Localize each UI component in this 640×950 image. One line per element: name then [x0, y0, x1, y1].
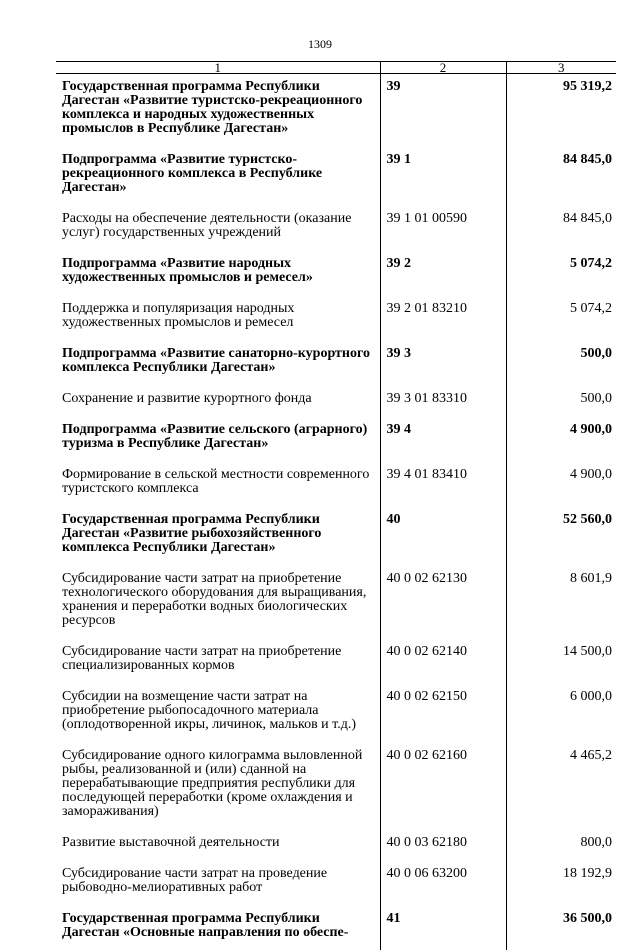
row-name: Подпрограмма «Развитие сельского (аграрного) туризма в Республике Дагестан»	[56, 417, 380, 462]
table-row	[56, 74, 616, 148]
row-code: 40 0 02 62140	[380, 639, 506, 684]
row-name: Субсидии на возмещение части затрат на приобретение рыбопосадочного материала (оплодотворенной икры, личинок, мальков и т.д.)	[56, 684, 380, 743]
row-code: 39 2 01 83210	[380, 296, 506, 341]
table-body	[56, 74, 616, 950]
table-row	[56, 861, 616, 906]
table-row	[56, 566, 616, 639]
row-code: 40 0 02 62160	[380, 743, 506, 830]
table-row	[56, 341, 616, 386]
table-header-row	[56, 62, 616, 74]
table-row	[56, 906, 616, 950]
row-code: 41	[380, 906, 506, 950]
row-code: 39	[380, 74, 506, 148]
table-row	[56, 386, 616, 417]
row-name: Подпрограмма «Развитие народных художественных промыслов и ремесел»	[56, 251, 380, 296]
column-header-name: 1	[56, 62, 380, 74]
row-amount: 14 500,0	[506, 639, 616, 684]
row-amount: 4 900,0	[506, 417, 616, 462]
row-name: Государственная программа Республики Дагестан «Основные направления по обеспе-	[56, 906, 380, 950]
row-amount: 52 560,0	[506, 507, 616, 566]
row-name: Субсидирование части затрат на проведение рыбоводно-мелиоративных работ	[56, 861, 380, 906]
row-amount: 500,0	[506, 386, 616, 417]
row-amount: 5 074,2	[506, 296, 616, 341]
row-name: Формирование в сельской местности современного туристского комплекса	[56, 462, 380, 507]
row-code: 39 4 01 83410	[380, 462, 506, 507]
row-name: Государственная программа Республики Дагестан «Развитие туристско-рекреационного комплекса и народных художественных промыслов в Республике Дагестан»	[56, 74, 380, 148]
row-amount: 84 845,0	[506, 147, 616, 206]
table-row	[56, 251, 616, 296]
column-header-amount: 3	[506, 62, 616, 74]
row-name: Государственная программа Республики Дагестан «Развитие рыбохозяйственного комплекса Республики Дагестан»	[56, 507, 380, 566]
row-code: 39 4	[380, 417, 506, 462]
row-amount: 84 845,0	[506, 206, 616, 251]
table-row	[56, 147, 616, 206]
row-code: 39 2	[380, 251, 506, 296]
row-name: Субсидирование части затрат на приобретение специализированных кормов	[56, 639, 380, 684]
row-amount: 95 319,2	[506, 74, 616, 148]
row-name: Поддержка и популяризация народных художественных промыслов и ремесел	[56, 296, 380, 341]
table-row	[56, 507, 616, 566]
row-code: 40 0 02 62130	[380, 566, 506, 639]
row-code: 39 1	[380, 147, 506, 206]
table-row	[56, 206, 616, 251]
table-row	[56, 743, 616, 830]
row-name: Подпрограмма «Развитие туристско-рекреационного комплекса в Республике Дагестан»	[56, 147, 380, 206]
row-code: 40 0 03 62180	[380, 830, 506, 861]
table-row	[56, 417, 616, 462]
row-amount: 18 192,9	[506, 861, 616, 906]
row-name: Сохранение и развитие курортного фонда	[56, 386, 380, 417]
row-name: Развитие выставочной деятельности	[56, 830, 380, 861]
row-amount: 36 500,0	[506, 906, 616, 950]
table-row	[56, 684, 616, 743]
row-name: Субсидирование части затрат на приобретение технологического оборудования для выращивания, хранения и переработки водных биологических ресурсов	[56, 566, 380, 639]
row-amount: 800,0	[506, 830, 616, 861]
row-code: 39 3	[380, 341, 506, 386]
page-number: 1309	[0, 37, 640, 52]
row-name: Расходы на обеспечение деятельности (оказание услуг) государственных учреждений	[56, 206, 380, 251]
row-amount: 4 465,2	[506, 743, 616, 830]
row-amount: 6 000,0	[506, 684, 616, 743]
row-code: 40 0 02 62150	[380, 684, 506, 743]
row-amount: 8 601,9	[506, 566, 616, 639]
column-header-code: 2	[380, 62, 506, 74]
table-row	[56, 830, 616, 861]
table-row	[56, 462, 616, 507]
row-amount: 500,0	[506, 341, 616, 386]
budget-table	[56, 61, 616, 950]
table-row	[56, 296, 616, 341]
row-code: 40 0 06 63200	[380, 861, 506, 906]
row-name: Субсидирование одного килограмма выловленной рыбы, реализованной и (или) сданной на перерабатывающие предприятия республики для последующей переработки (кроме охлаждения и замораживания)	[56, 743, 380, 830]
table-row	[56, 639, 616, 684]
row-amount: 4 900,0	[506, 462, 616, 507]
row-name: Подпрограмма «Развитие санаторно-курортного комплекса Республики Дагестан»	[56, 341, 380, 386]
row-amount: 5 074,2	[506, 251, 616, 296]
row-code: 39 1 01 00590	[380, 206, 506, 251]
row-code: 40	[380, 507, 506, 566]
row-code: 39 3 01 83310	[380, 386, 506, 417]
